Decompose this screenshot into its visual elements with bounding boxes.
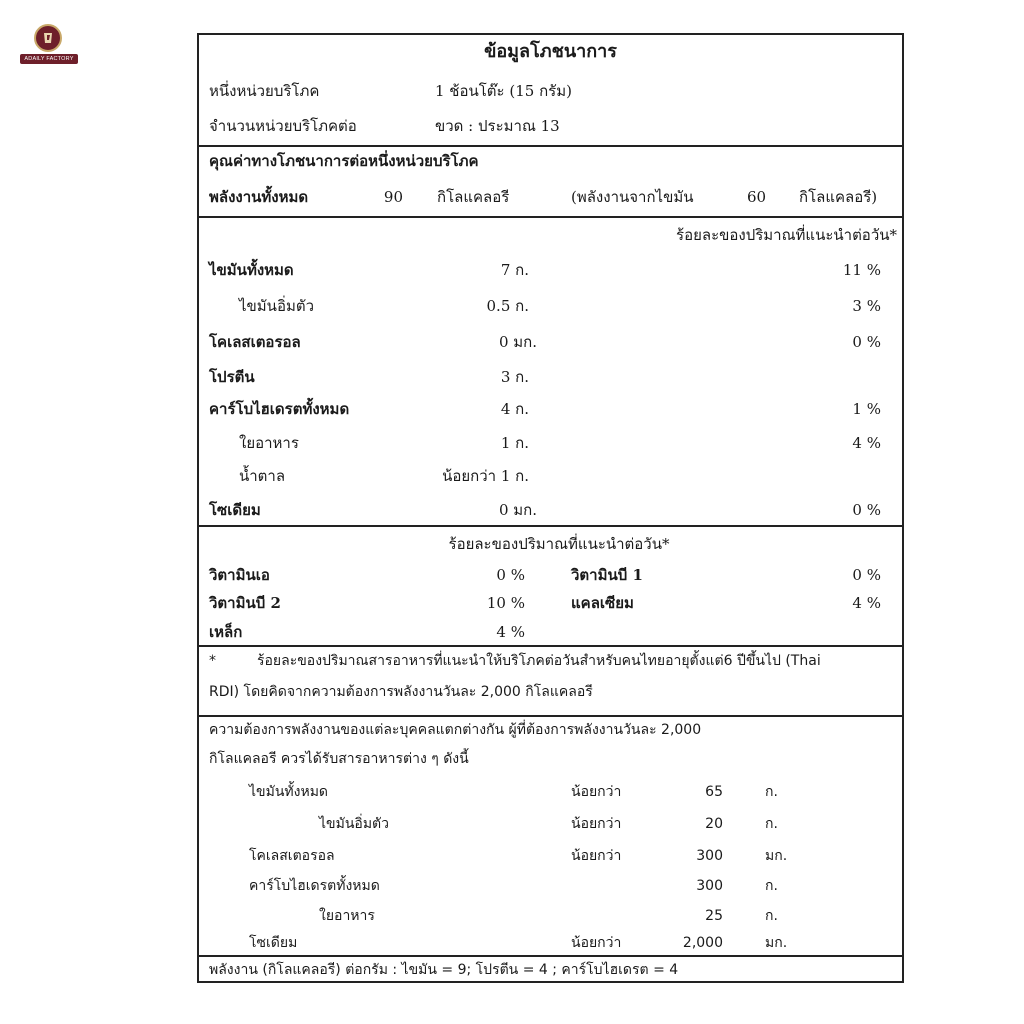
vitamin-daily-value: 4 % xyxy=(852,594,881,612)
reference-qualifier: น้อยกว่า xyxy=(571,784,622,800)
nutrient-amount: 1 ก. xyxy=(500,434,529,452)
nutrient-daily-value: 1 % xyxy=(852,400,881,418)
nutrient-name: โปรตีน xyxy=(209,368,255,386)
reference-qualifier: น้อยกว่า xyxy=(571,816,622,832)
energy-value: 90 xyxy=(383,188,403,206)
reference-unit: ก. xyxy=(765,784,778,800)
reference-nutrient-name: ไขมันอิ่มตัว xyxy=(319,816,389,832)
energy-from-fat-value: 60 xyxy=(747,188,767,206)
divider xyxy=(199,216,902,218)
nutrient-amount: 0 มก. xyxy=(498,333,537,351)
vitamin-name: วิตามินบี 2 xyxy=(209,594,281,612)
footnote-mark: * xyxy=(209,653,216,669)
energy-from-fat-unit: กิโลแคลอรี) xyxy=(799,188,878,206)
reference-nutrient-name: โคเลสเตอรอล xyxy=(249,848,335,864)
nutrient-name: ไขมันอิ่มตัว xyxy=(239,297,314,315)
nutrient-name: โซเดียม xyxy=(209,501,261,519)
energy-needs-note: ความต้องการพลังงานของแต่ละบุคคลแตกต่างกัน ผู้ที่ต้องการพลังงานวันละ 2,000 xyxy=(209,722,702,738)
servings-per-container-label: จำนวนหน่วยบริโภคต่อ xyxy=(209,117,357,135)
daily-value-header: ร้อยละของปริมาณที่แนะนำต่อวัน* xyxy=(676,226,897,244)
nutrient-daily-value: 3 % xyxy=(852,297,881,315)
label-title: ข้อมูลโภชนาการ xyxy=(484,41,617,62)
nutrient-name: คาร์โบไฮเดรตทั้งหมด xyxy=(209,400,350,418)
reference-qualifier: น้อยกว่า xyxy=(571,848,622,864)
brand-name: ADAILY FACTORY xyxy=(20,54,78,64)
nutrient-amount: น้อยกว่า 1 ก. xyxy=(442,467,529,485)
energy-unit: กิโลแคลอรี xyxy=(437,188,510,206)
divider xyxy=(199,955,902,957)
reference-qualifier: น้อยกว่า xyxy=(571,935,622,951)
vitamin-daily-value: 0 % xyxy=(852,566,881,584)
energy-needs-note: กิโลแคลอรี ควรได้รับสารอาหารต่าง ๆ ดังนี้ xyxy=(209,751,469,767)
vitamin-daily-value: 4 % xyxy=(496,623,525,641)
nutrient-amount: 3 ก. xyxy=(500,368,529,386)
reference-value: 300 xyxy=(696,848,723,864)
divider xyxy=(199,525,902,527)
nutrient-name: โคเลสเตอรอล xyxy=(209,333,301,351)
vitamin-name: เหล็ก xyxy=(209,623,243,641)
energy-label: พลังงานทั้งหมด xyxy=(209,188,309,206)
nutrient-amount: 7 ก. xyxy=(500,261,529,279)
vitamin-daily-value: 10 % xyxy=(486,594,525,612)
nutrient-name: ใยอาหาร xyxy=(239,434,299,452)
reference-unit: มก. xyxy=(765,848,788,864)
nutrient-daily-value: 0 % xyxy=(852,501,881,519)
vitamin-name: วิตามินเอ xyxy=(209,566,270,584)
reference-nutrient-name: ไขมันทั้งหมด xyxy=(249,784,329,800)
divider xyxy=(199,145,902,147)
energy-per-gram-note: พลังงาน (กิโลแคลอรี) ต่อกรัม : ไขมัน = 9; โปรตีน = 4 ; คาร์โบไฮเดรต = 4 xyxy=(209,962,679,978)
reference-value: 25 xyxy=(705,908,723,924)
nutrient-name: ไขมันทั้งหมด xyxy=(209,261,294,279)
reference-value: 65 xyxy=(705,784,723,800)
reference-unit: มก. xyxy=(765,935,788,951)
reference-unit: ก. xyxy=(765,908,778,924)
serving-size-value: 1 ช้อนโต๊ะ (15 กรัม) xyxy=(435,82,572,100)
vitamin-daily-value-header: ร้อยละของปริมาณที่แนะนำต่อวัน* xyxy=(448,535,670,553)
reference-value: 2,000 xyxy=(682,935,723,951)
per-serving-heading: คุณค่าทางโภชนาการต่อหนึ่งหน่วยบริโภค xyxy=(209,152,479,170)
reference-value: 20 xyxy=(705,816,723,832)
reference-unit: ก. xyxy=(765,816,778,832)
footnote-line: RDI) โดยคิดจากความต้องการพลังงานวันละ 2,000 กิโลแคลอรี xyxy=(209,684,593,700)
brand-mark-icon xyxy=(34,24,62,52)
vitamin-daily-value: 0 % xyxy=(496,566,525,584)
servings-per-container-value: ขวด : ประมาณ 13 xyxy=(435,117,560,135)
brand-logo xyxy=(20,24,78,68)
nutrient-daily-value: 0 % xyxy=(852,333,881,351)
nutrient-name: น้ำตาล xyxy=(239,467,286,485)
nutrient-daily-value: 11 % xyxy=(842,261,881,279)
nutrient-amount: 0.5 ก. xyxy=(486,297,529,315)
vitamin-name: แคลเซียม xyxy=(571,594,634,612)
nutrient-daily-value: 4 % xyxy=(852,434,881,452)
footnote-line: ร้อยละของปริมาณสารอาหารที่แนะนำให้บริโภคต่อวันสำหรับคนไทยอายุตั้งแต่6 ปีขึ้นไป (Thai xyxy=(257,653,821,669)
reference-nutrient-name: โซเดียม xyxy=(249,935,298,951)
reference-nutrient-name: ใยอาหาร xyxy=(319,908,375,924)
reference-value: 300 xyxy=(696,878,723,894)
reference-unit: ก. xyxy=(765,878,778,894)
serving-size-label: หนึ่งหน่วยบริโภค xyxy=(209,82,320,100)
nutrient-amount: 4 ก. xyxy=(500,400,529,418)
vitamin-name: วิตามินบี 1 xyxy=(571,566,643,584)
nutrition-facts-panel xyxy=(197,33,904,983)
nutrient-amount: 0 มก. xyxy=(498,501,537,519)
divider xyxy=(199,715,902,717)
energy-from-fat-label: (พลังงานจากไขมัน xyxy=(571,188,694,206)
reference-nutrient-name: คาร์โบไฮเดรตทั้งหมด xyxy=(249,878,380,894)
divider xyxy=(199,645,902,647)
